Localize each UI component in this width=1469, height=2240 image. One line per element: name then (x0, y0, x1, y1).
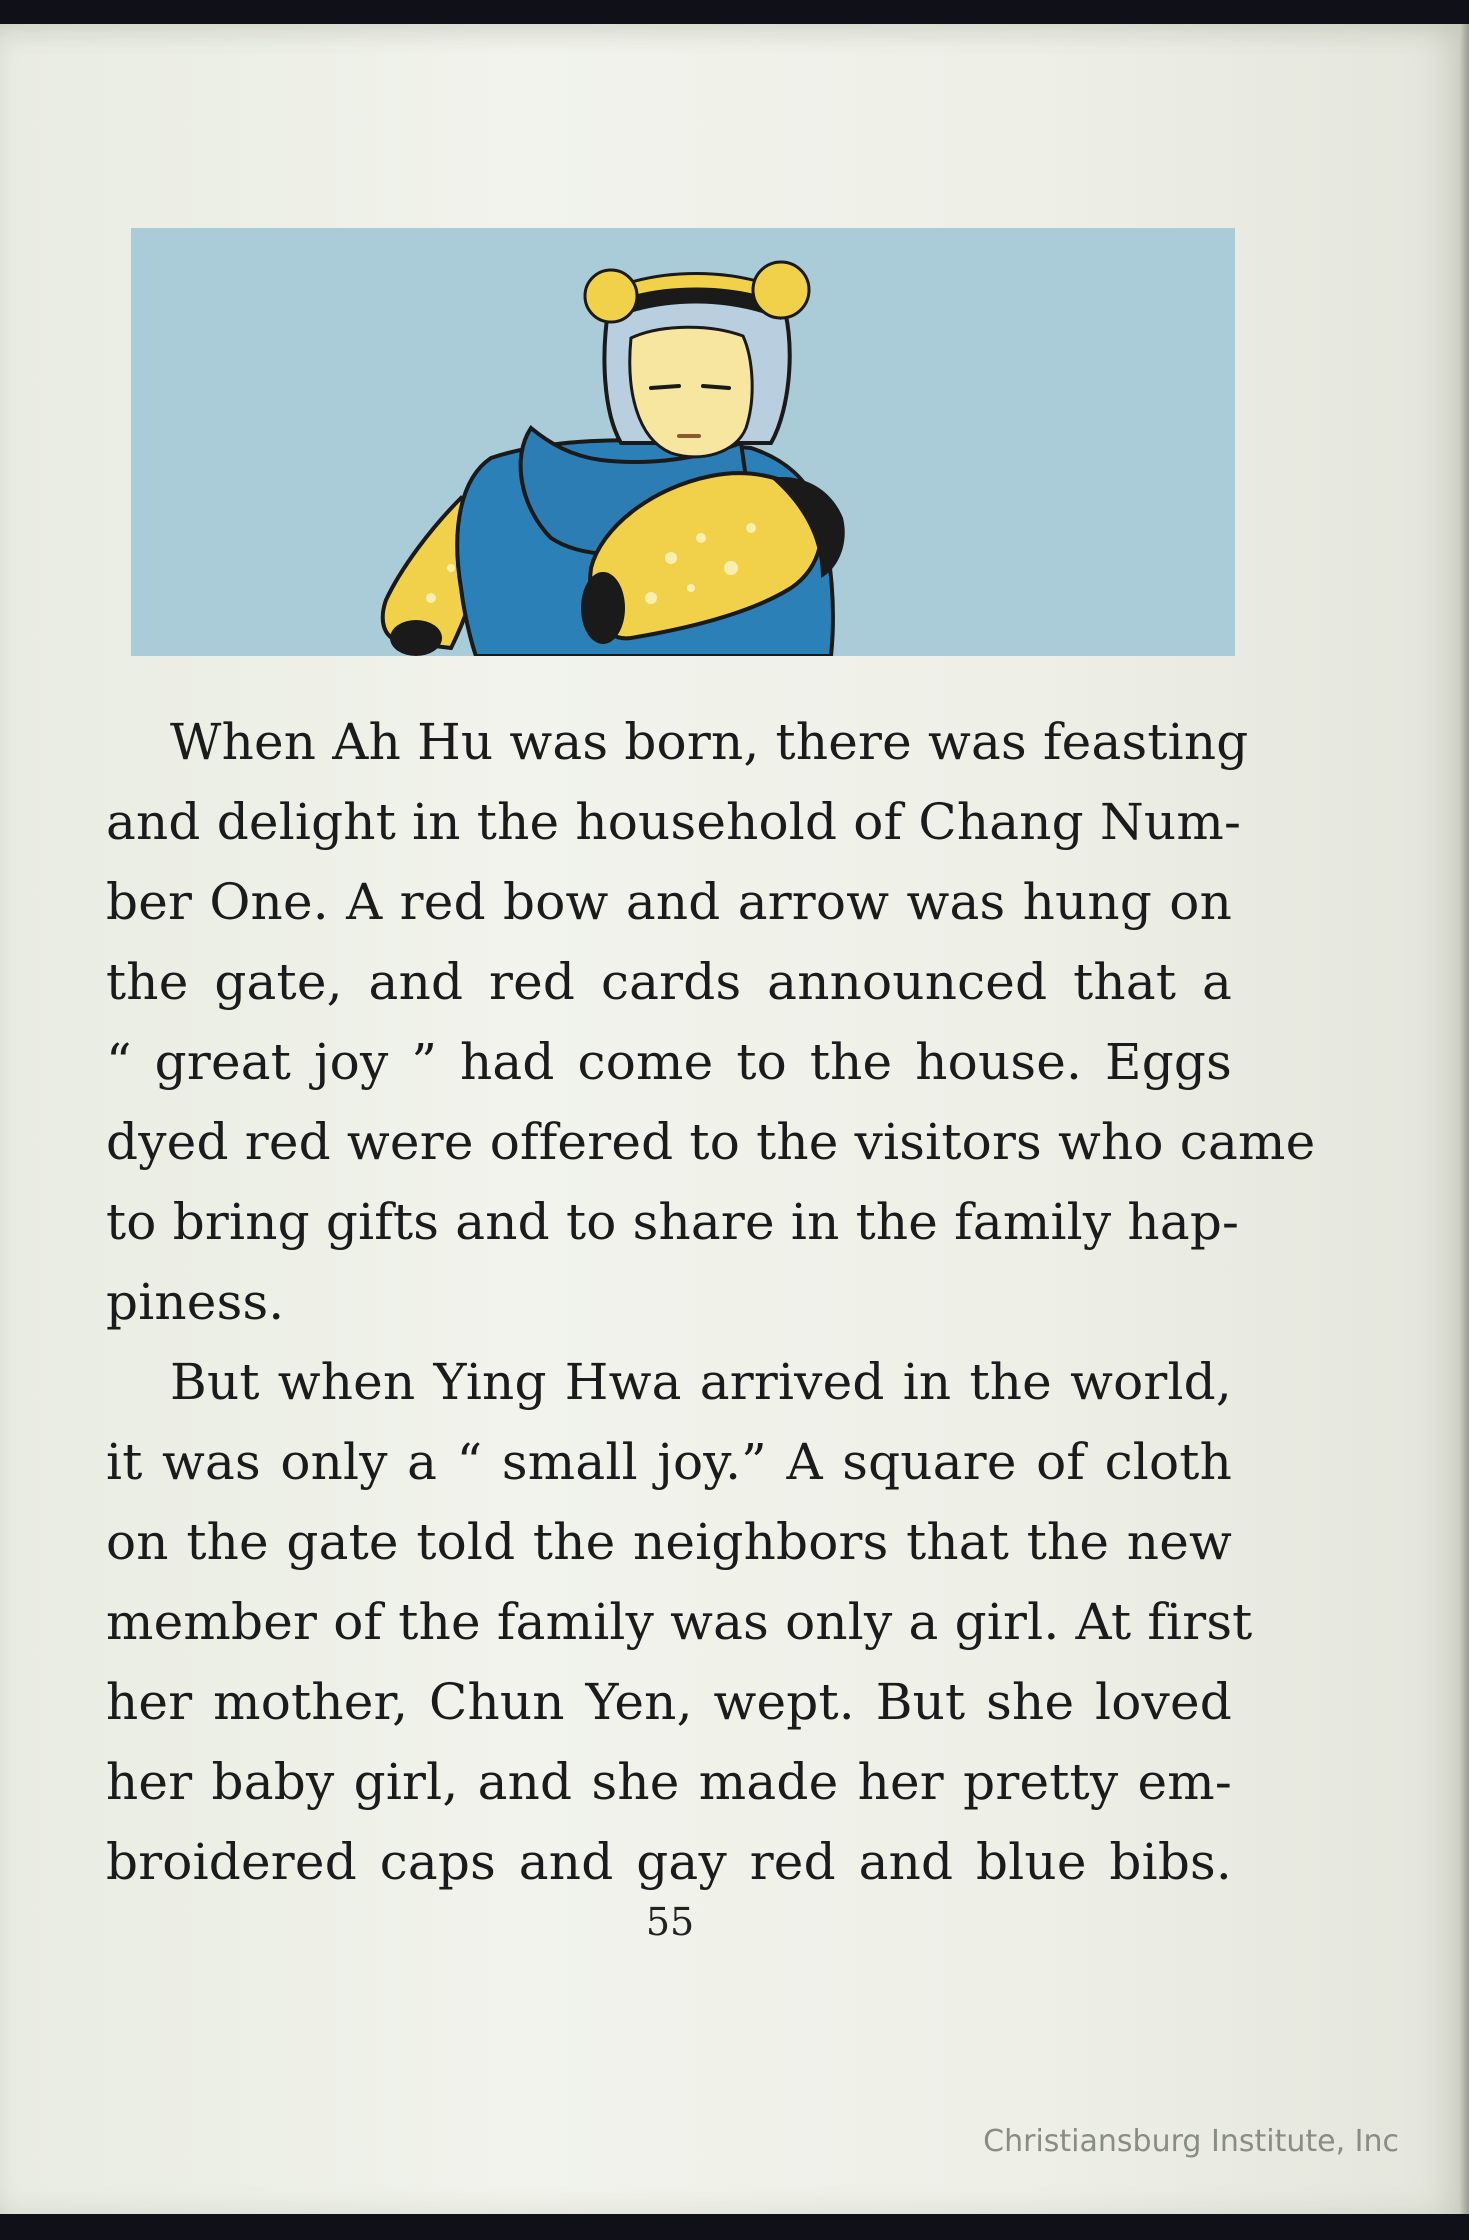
text-line: it was only a “ small joy.” A square of cloth (106, 1433, 1232, 1491)
text-line: broidered caps and gay red and blue bibs. (106, 1833, 1232, 1891)
text-line: the gate, and red cards announced that a (106, 953, 1232, 1011)
text-line: When Ah Hu was born, there was feasting (170, 713, 1249, 771)
text-line: her mother, Chun Yen, wept. But she loved (106, 1673, 1232, 1731)
baby-illustration-svg (131, 228, 1235, 656)
illustration-baby (131, 228, 1235, 656)
text-line: ber One. A red bow and arrow was hung on (106, 873, 1232, 931)
watermark: Christiansburg Institute, Inc (983, 2124, 1399, 2159)
text-line: her baby girl, and she made her pretty em- (106, 1753, 1232, 1811)
body-text (106, 702, 1316, 1902)
text-line: and delight in the household of Chang Num- (106, 793, 1242, 851)
text-line: on the gate told the neighbors that the new (106, 1513, 1232, 1571)
text-line: member of the family was only a girl. At first (106, 1593, 1253, 1651)
text-line: “ great joy ” had come to the house. Eggs (106, 1033, 1232, 1091)
book-page (0, 24, 1462, 2214)
text-line: dyed red were offered to the visitors who came (106, 1113, 1316, 1171)
text-line: But when Ying Hwa arrived in the world, (170, 1353, 1232, 1411)
text-line: to bring gifts and to share in the family hap- (106, 1193, 1240, 1251)
text-line: piness. (106, 1273, 285, 1331)
page-number: 55 (645, 1900, 695, 1944)
page-edge (1459, 24, 1469, 2214)
